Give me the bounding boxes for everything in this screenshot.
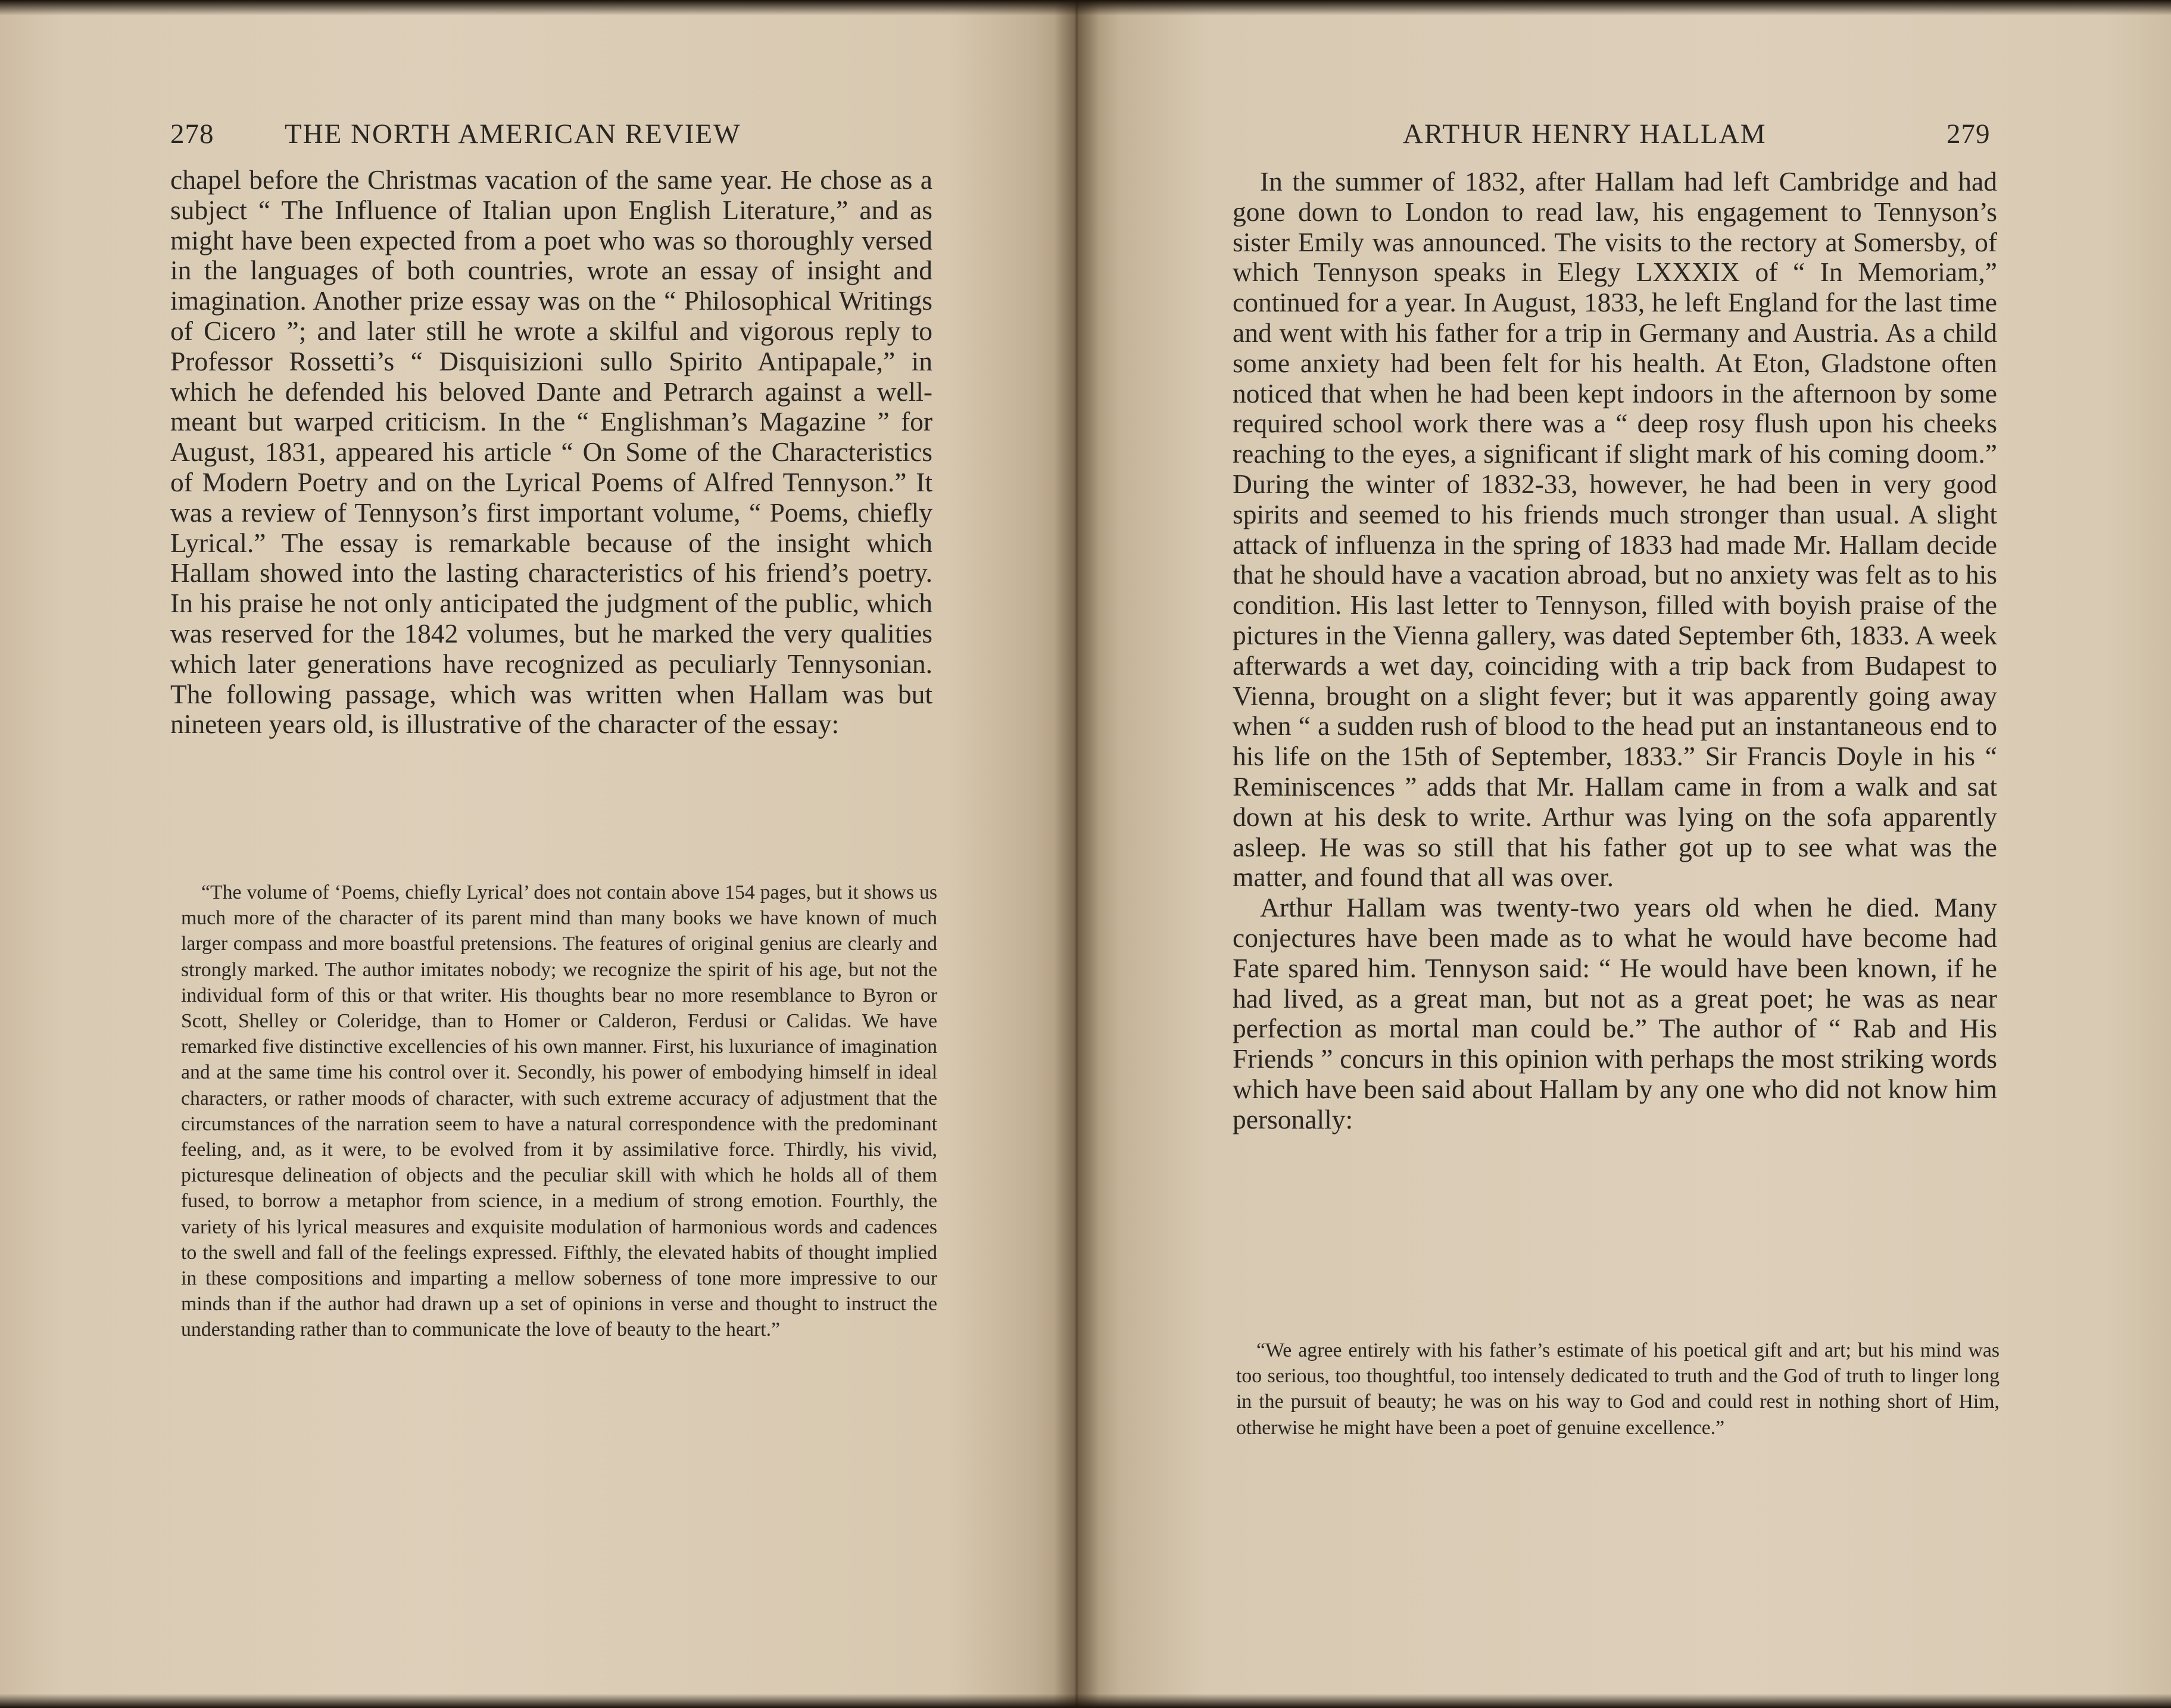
running-head-right: ARTHUR HENRY HALLAM: [1403, 119, 1767, 149]
quote-right-text: “We agree entirely with his father’s estimate of his poetical gift and art; but his mind was too serious, too thoughtful, too intensely dedicated to truth and the God of truth to linger long in the pursuit of beauty; he was on his way to God and could rest in nothing short of Him, otherwise he might have been a poet of genuine excellence.”: [1236, 1339, 2000, 1439]
paragraph-right-2: Arthur Hallam was twenty-two years old when he died. Many conjectures have been made as to what he would have become had Fate spared him. Tennyson said: “ He would have been known, if he had lived, as a great man, but not as a great poet; he was as near perfection as mortal man could be.” The author of “ Rab and His Friends ” concurs in this opinion with perhaps the most striking words which have been said about Hallam by any one who did not know him personally:: [1233, 892, 1997, 1134]
page-number-left: 278: [170, 119, 214, 149]
right-page: [1077, 0, 2171, 1708]
body-text-right: [1233, 167, 1997, 1135]
paragraph-left-1: chapel before the Christmas vacation of the same year. He chose as a subject “ The Influence of Italian upon English Literature,” and as might have been expected from a poet who was so thoroughly versed in the languages of both countries, wrote an essay of insight and imagination. Another prize essay was on the “ Philosophical Writings of Cicero ”; and later still he wrote a skilful and vigorous reply to Professor Rossetti’s “ Disquisizioni sullo Spirito Antipapale,” in which he defended his beloved Dante and Petrarch against a well-meant but warped criticism. In the “ Englishman’s Magazine ” for August, 1831, appeared his article “ On Some of the Characteristics of Modern Poetry and on the Lyrical Poems of Alfred Tennyson.” It was a review of Tennyson’s first important volume, “ Poems, chiefly Lyrical.” The essay is remarkable because of the insight which Hallam showed into the lasting characteristics of his friend’s poetry. In his praise he not only anticipated the judgment of the public, which was reserved for the 1842 volumes, but he marked the very qualities which later generations have recognized as peculiarly Tennysonian. The following passage, which was written when Hallam was but nineteen years old, is illustrative of the character of the essay:: [170, 164, 932, 740]
block-quote-left: [181, 880, 937, 1343]
paragraph-right-1: In the summer of 1832, after Hallam had left Cambridge and had gone down to London to read law, his engagement to Tennyson’s sister Emily was announced. The visits to the rectory at Somersby, of which Tennyson speaks in Elegy LXXXIX of “ In Memoriam,” continued for a year. In August, 1833, he left England for the last time and went with his father for a trip in Germany and Austria. As a child some anxiety had been felt for his health. At Eton, Gladstone often noticed that when he had been kept indoors in the afternoon by some required school work there was a “ deep rosy flush upon his cheeks reaching to the eyes, a significant if slight mark of his coming doom.” During the winter of 1832-33, however, he had been in very good spirits and seemed to his friends much stronger than usual. A slight attack of influenza in the spring of 1833 had made Mr. Hallam decide that he should have a vacation abroad, but no anxiety was felt as to his condition. His last letter to Tennyson, filled with boyish praise of the pictures in the Vienna gallery, was dated September 6th, 1833. A week afterwards a wet day, coinciding with a trip back from Budapest to Vienna, brought on a slight fever; but it was apparently going away when “ a sudden rush of blood to the head put an instantaneous end to his life on the 15th of September, 1833.” Sir Francis Doyle in his “ Reminiscences ” adds that Mr. Hallam came in from a walk and sat down at his desk to write. Arthur was lying on the sofa apparently asleep. He was so still that his father got up to see what was the matter, and found that all was over.: [1233, 166, 1997, 893]
body-text-left: [170, 165, 932, 740]
block-quote-right: [1236, 1338, 2000, 1441]
left-page: [0, 0, 1077, 1708]
quote-left-text: “The volume of ‘Poems, chiefly Lyrical’ does not contain above 154 pages, but it shows us much more of the character of its parent mind than many books we have known of much larger compass and more boastful pretensions. The features of original genius are clearly and strongly marked. The author imitates nobody; we recognize the spirit of his age, but not the individual form of this or that writer. His thoughts bear no more resemblance to Byron or Scott, Shelley or Coleridge, than to Homer or Calderon, Ferdusi or Calidas. We have remarked five distinctive excellencies of his own manner. First, his luxuriance of imagination and at the same time his control over it. Secondly, his power of embodying himself in ideal characters, or rather moods of character, with such extreme accuracy of adjustment that the circumstances of the narration seem to have a natural correspondence with the predominant feeling, and, as it were, to be evolved from it by assimilative force. Thirdly, his vivid, picturesque delineation of objects and the peculiar skill with which he holds all of them fused, to borrow a metaphor from science, in a medium of strong emotion. Fourthly, the variety of his lyrical measures and exquisite modulation of harmonious words and cadences to the swell and fall of the feelings expressed. Fifthly, the elevated habits of thought implied in these compositions and imparting a mellow soberness of tone more impressive to our minds than if the author had drawn up a set of opinions in verse and thought to instruct the understanding rather than to communicate the love of beauty to the heart.”: [181, 881, 937, 1341]
running-head-left: THE NORTH AMERICAN REVIEW: [285, 119, 741, 149]
page-number-right: 279: [1947, 119, 1991, 149]
